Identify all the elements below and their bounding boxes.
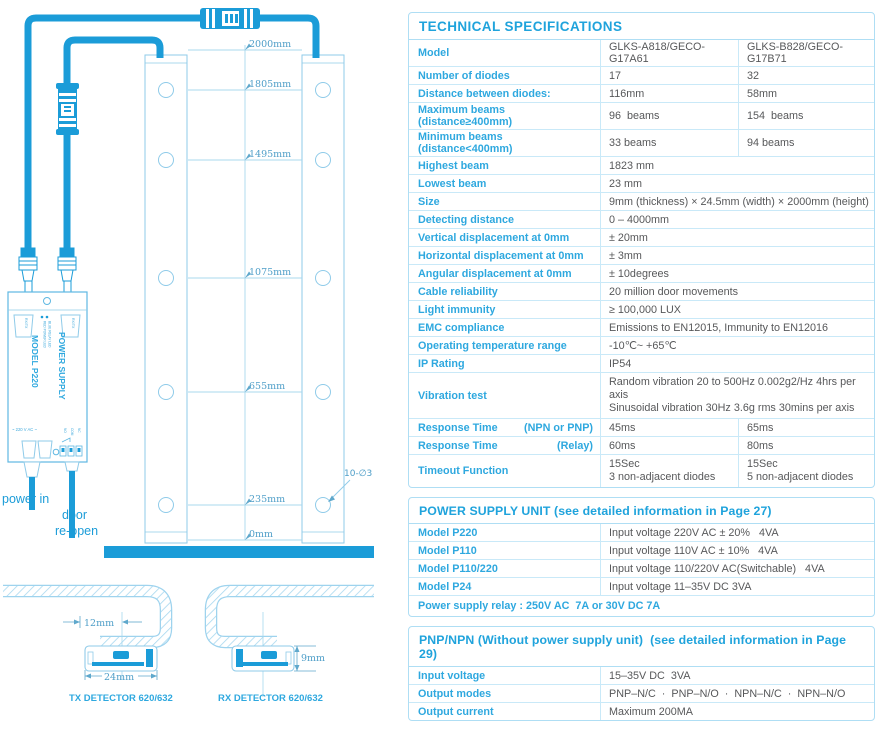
inline-connector-side-icon	[56, 83, 79, 135]
vibration-line-2: Sinusoidal vibration 30Hz 3.6g rms 30mins per axis	[609, 402, 855, 414]
table-row-vibration: Vibration test Random vibration 20 to 500Hz 0.002g2/Hz 4hrs per axis Sinusoidal vibration 30Hz 3.6g rms 30mins per axis	[409, 373, 874, 419]
door-reopen-label-2: re-open	[55, 524, 99, 538]
dim-12mm: 12mm	[84, 618, 115, 629]
socket-left-label: RX/TX	[24, 318, 28, 329]
table-row: Minimum beams (distance<400mm) 33 beams 94 beams	[409, 130, 874, 157]
vibration-line-1: Random vibration 20 to 500Hz 0.002g2/Hz 4hrs per axis	[609, 376, 859, 401]
table-row: Output modes PNP–N/C · PNP–N/O · NPN–N/C · NPN–N/O	[409, 685, 874, 703]
table-row: IP Rating IP54	[409, 355, 874, 373]
dim-655: 655mm	[249, 381, 286, 392]
table-row: Number of diodes 17 32	[409, 67, 874, 85]
dim-1075: 1075mm	[249, 267, 292, 278]
table-row-response-npn: Response Time (NPN or PNP) 45ms 65ms	[409, 419, 874, 437]
table-row: Distance between diodes: 116mm 58mm	[409, 85, 874, 103]
table-row: Highest beam 1823 mm	[409, 157, 874, 175]
table-row: Vertical displacement at 0mm ± 20mm	[409, 229, 874, 247]
table-row: EMC compliance Emissions to EN12015, Immunity to EN12016	[409, 319, 874, 337]
ps-ac-label: ~ 220 V AC ~	[12, 427, 37, 432]
pnp-npn-title: PNP/NPN (Without power supply unit) (see detailed information in Page 29)	[409, 627, 874, 667]
power-in-label: power in	[2, 492, 50, 506]
led-red-label: RED POWER LED	[42, 321, 47, 348]
dimension-lines	[188, 45, 302, 540]
table-row: Cable reliability 20 million door movements	[409, 283, 874, 301]
installation-diagram	[0, 0, 405, 719]
ps-name-text: POWER SUPPLY	[57, 332, 67, 400]
table-row: Output current Maximum 200MA	[409, 703, 874, 720]
ps-plug-right-icon	[58, 248, 76, 292]
table-row: Angular displacement at 0mm ± 10degrees	[409, 265, 874, 283]
dim-2000: 2000mm	[249, 39, 292, 50]
table-row: Light immunity ≥ 100,000 LUX	[409, 301, 874, 319]
table-row-response-relay: Response Time (Relay) 60ms 80ms	[409, 437, 874, 455]
door-reopen-label-1: door	[62, 508, 88, 522]
technical-specifications-title: TECHNICAL SPECIFICATIONS	[409, 13, 874, 40]
rx-cross-section	[211, 591, 374, 704]
terminal-no-label: NO	[63, 428, 67, 433]
table-row: Lowest beam 23 mm	[409, 175, 874, 193]
dim-9mm: 9mm	[301, 653, 326, 664]
ps-plug-left-icon	[19, 248, 37, 292]
table-row: Model GLKS-A818/GECO-G17A61 GLKS-B828/GECO-G17B71	[409, 40, 874, 67]
led-blue-label: BLUE RELAY LED	[47, 321, 52, 348]
table-row: Model P110/220 Input voltage 110/220V AC(Switchable) 4VA	[409, 560, 874, 578]
tx-cross-section	[3, 591, 173, 704]
socket-right-label: RX/TX	[71, 318, 75, 329]
power-supply-unit	[8, 292, 87, 462]
dimension-arrows	[245, 44, 251, 541]
table-row-timeout: Timeout Function 15Sec 3 non-adjacent diodes 15Sec 5 non-adjacent diodes	[409, 455, 874, 487]
spec-tables	[408, 12, 875, 730]
table-row: Maximum beams (distance≥400mm) 96 beams 154 beams	[409, 103, 874, 130]
dim-24mm: 24mm	[104, 672, 135, 683]
table-row: Operating temperature range -10℃~ +65℃	[409, 337, 874, 355]
power-supply-title: POWER SUPPLY UNIT (see detailed information in Page 27)	[409, 498, 874, 524]
rx-rail	[302, 55, 344, 543]
power-supply-table	[408, 497, 875, 617]
power-supply-relay-note: Power supply relay : 250V AC 7A or 30V DC 7A	[418, 600, 661, 612]
table-row: Model P24 Input voltage 11–35V DC 3VA	[409, 578, 874, 596]
tx-detector-label: TX DETECTOR 620/632	[69, 693, 173, 704]
dim-1495: 1495mm	[249, 149, 292, 160]
rx-detector-label: RX DETECTOR 620/632	[218, 693, 323, 704]
table-row: Model P220 Input voltage 220V AC ± 20% 4VA	[409, 524, 874, 542]
floor-bar	[104, 546, 374, 558]
hole-note-text: 10-∅3	[344, 469, 373, 479]
terminal-nc-label: NC	[77, 428, 81, 433]
pnp-npn-table	[408, 626, 875, 721]
terminal-com-label: COM	[70, 428, 74, 436]
table-row: Input voltage 15–35V DC 3VA	[409, 667, 874, 685]
table-row: Detecting distance 0 – 4000mm	[409, 211, 874, 229]
dim-1805: 1805mm	[249, 79, 292, 90]
tx-rail	[145, 55, 187, 543]
ps-model-text: MODEL P220	[30, 335, 40, 388]
table-row: Horizontal displacement at 0mm ± 3mm	[409, 247, 874, 265]
technical-specifications-table	[408, 12, 875, 488]
inline-connector-top-icon	[200, 8, 260, 29]
dim-0: 0mm	[249, 529, 274, 540]
table-row: Model P110 Input voltage 110V AC ± 10% 4VA	[409, 542, 874, 560]
dim-235: 235mm	[249, 494, 286, 505]
table-row: Size 9mm (thickness) × 24.5mm (width) × 2000mm (height)	[409, 193, 874, 211]
